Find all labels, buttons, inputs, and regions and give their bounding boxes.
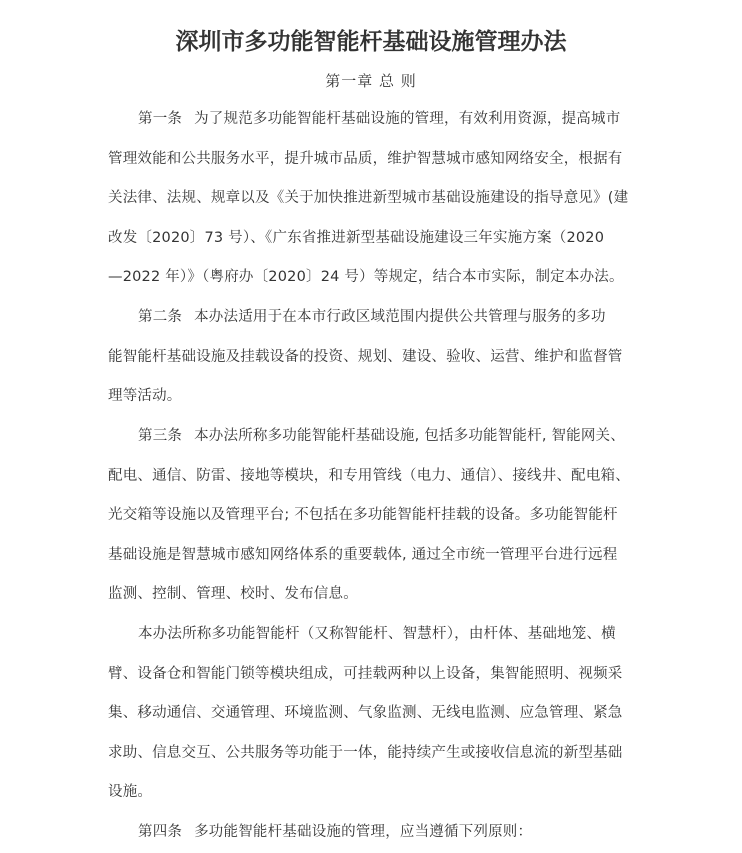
article-3b-line-1: 本办法所称多功能智能杆（又称智能杆、智慧杆），由杆体、基础地笼、横 xyxy=(138,626,616,642)
article-label: 第二条 xyxy=(138,309,183,325)
article-3b-line-4: 求助、信息交互、公共服务等功能于一体，能持续产生或接收信息流的新型基础 xyxy=(108,744,623,761)
article-text: 多功能智能杆基础设施的管理，应当遵循下列原则： xyxy=(194,824,533,840)
article-1-line-2: 管理效能和公共服务水平，提升城市品质，维护智慧城市感知网络安全，根据有 xyxy=(108,150,623,167)
article-3b-line-5: 设施。 xyxy=(108,784,153,800)
article-3-line-5: 监测、控制、管理、校时、发布信息。 xyxy=(108,586,358,602)
article-3-line-2: 配电、通信、防雷、接地等模块，和专用管线（电力、通信）、接线井、配电箱、 xyxy=(108,467,630,484)
article-1-line-5: —2022 年）》（粤府办〔2020〕24 号）等规定，结合本市实际，制定本办法。 xyxy=(108,269,624,285)
article-label: 第一条 xyxy=(138,111,183,127)
article-3-paragraph-2 xyxy=(108,615,636,813)
article-1-line-4: 改发〔2020〕73 号）、《广东省推进新型基础设施建设三年实施方案（2020 xyxy=(108,229,605,246)
article-3b-line-2: 臂、设备仓和智能门锁等模块组成，可挂载两种以上设备，集智能照明、视频采 xyxy=(108,665,623,682)
article-3-line-3: 光交箱等设施以及管理平台; 不包括在多功能智能杆挂载的设备。多功能智能杆 xyxy=(108,507,618,523)
article-2 xyxy=(108,298,636,417)
article-3b-line-3: 集、移动通信、交通管理、环境监测、气象监测、无线电监测、应急管理、紧急 xyxy=(108,705,623,721)
article-1-line-3: 关法律、法规、规章以及《关于加快推进新型城市基础设施建设的指导意见》(建 xyxy=(108,190,629,206)
article-2-line-2: 能智能杆基础设施及挂载设备的投资、规划、建设、验收、运营、维护和监督管 xyxy=(108,348,623,365)
article-3 xyxy=(108,417,636,615)
article-4-line-1 xyxy=(108,813,636,853)
article-2-line-1 xyxy=(108,298,636,338)
article-3-line-1 xyxy=(108,417,636,457)
article-label: 第三条 xyxy=(138,428,183,444)
article-1-line-1 xyxy=(108,100,636,140)
article-text: 本办法适用于在本市行政区域范围内提供公共管理与服务的多功 xyxy=(194,309,606,325)
document-title: 深圳市多功能智能杆基础设施管理办法 xyxy=(175,29,567,55)
article-text: 为了规范多功能智能杆基础设施的管理，有效利用资源，提高城市 xyxy=(194,111,621,127)
article-3-line-4: 基础设施是智慧城市感知网络体系的重要载体, 通过全市统一管理平台进行远程 xyxy=(108,546,618,563)
article-1 xyxy=(108,100,636,298)
chapter-heading: 第一章 总 则 xyxy=(325,72,417,90)
article-2-line-3: 理等活动。 xyxy=(108,388,182,404)
article-4 xyxy=(108,813,636,853)
article-label: 第四条 xyxy=(138,824,183,840)
article-text: 本办法所称多功能智能杆基础设施, 包括多功能智能杆, 智能网关、 xyxy=(194,428,625,444)
